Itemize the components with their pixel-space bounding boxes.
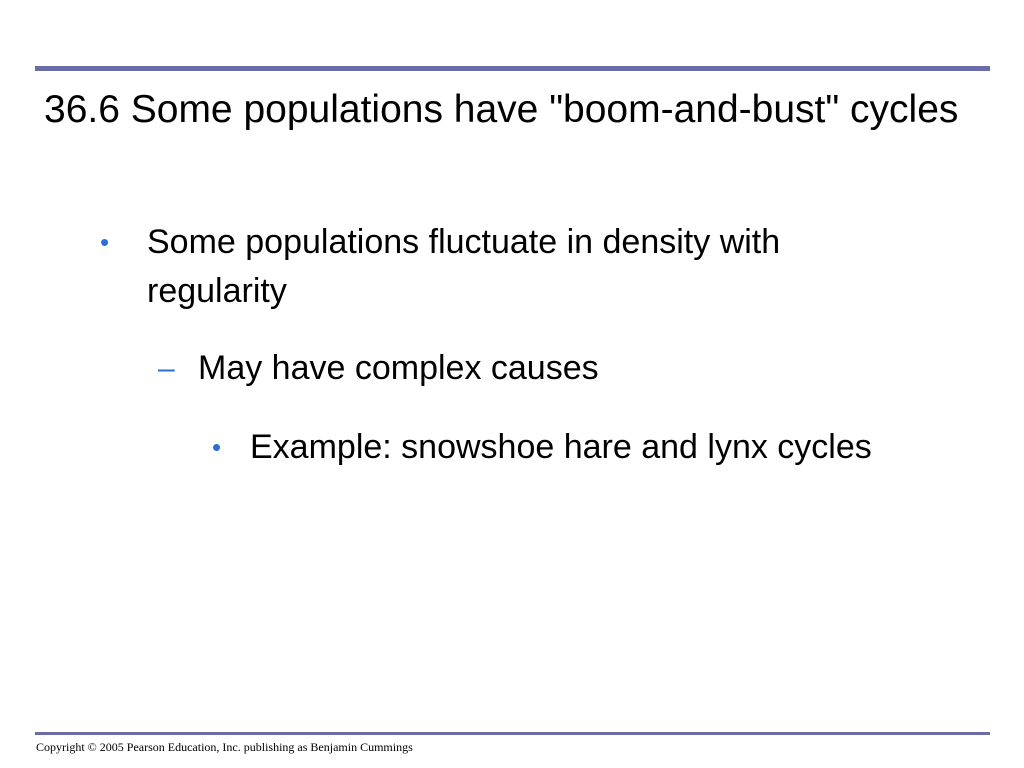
- bullet-icon: •: [100, 227, 110, 257]
- sub-sub-bullet-text: Example: snowshoe hare and lynx cycles: [250, 428, 872, 466]
- bullet-icon: •: [212, 432, 222, 462]
- bullet-item-level-2: [158, 344, 938, 393]
- dash-bullet-icon: –: [158, 352, 175, 385]
- top-divider-line: [35, 66, 990, 71]
- bullet-item-level-3: [212, 423, 1012, 472]
- bullet-item-level-1: [100, 218, 920, 316]
- slide-title: 36.6 Some populations have "boom-and-bust" cycles: [44, 88, 959, 131]
- bullet-text: Some populations fluctuate in density with regularity: [147, 223, 781, 310]
- bottom-divider-line: [35, 732, 990, 735]
- sub-bullet-text: May have complex causes: [198, 349, 599, 387]
- copyright-footer: Copyright © 2005 Pearson Education, Inc. publishing as Benjamin Cummings: [36, 740, 413, 754]
